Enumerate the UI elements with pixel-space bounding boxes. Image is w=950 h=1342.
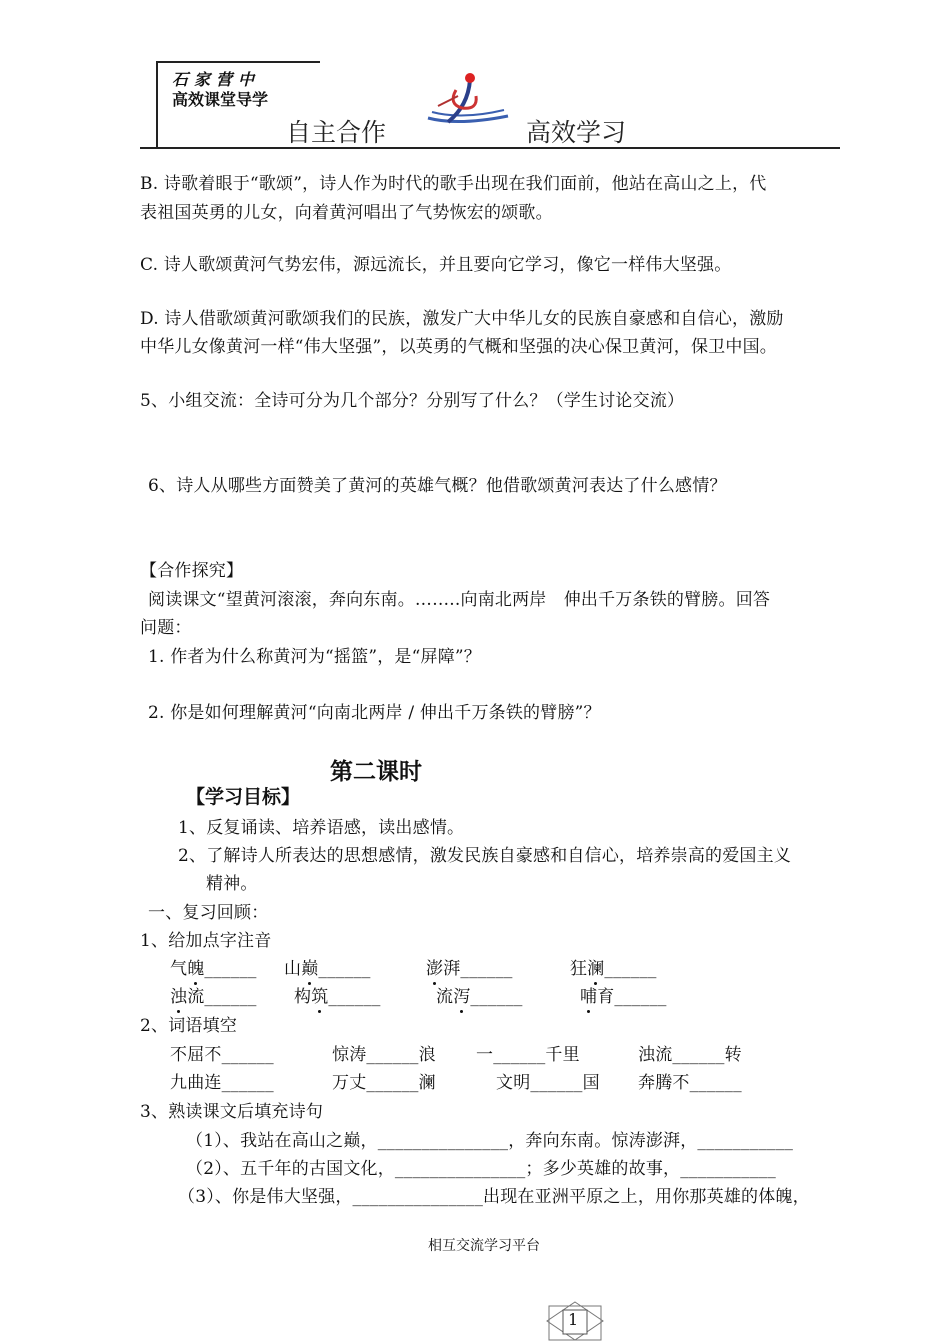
pinyin-char: 气 — [170, 959, 188, 979]
pinyin-dotted-char: 巅 — [301, 959, 319, 979]
pinyin-char: 狂 — [570, 959, 588, 979]
fill-item: 文明______国 — [496, 1073, 600, 1093]
pinyin-dotted-char: 澎 — [426, 959, 444, 979]
pinyin-item — [426, 954, 513, 979]
fill-item: 万丈______澜 — [332, 1073, 436, 1093]
pinyin-dotted-char: 浊 — [170, 987, 188, 1007]
poem-fill-3: （3）、你是伟大坚强，_______________出现在亚洲平原之上，用你那英雄的体魄， — [178, 1187, 810, 1207]
option-d-line1: D. 诗人借歌颂黄河歌颂我们的民族，激发广大中华儿女的民族自豪感和自信心，激励 — [140, 309, 784, 329]
cooperative-heading: 【合作探究】 — [140, 561, 244, 581]
pinyin-item — [580, 982, 667, 1007]
poem-fill-1: （1）、我站在高山之巅，_______________，奔向东南。惊涛澎湃，___________ — [186, 1131, 794, 1151]
pinyin-char: 流 — [436, 987, 454, 1007]
learning-goal-2-line2: 精神。 — [206, 874, 258, 894]
cooperative-intro-line2: 问题： — [140, 618, 192, 638]
option-b-line1: B. 诗歌着眼于“歌颂”，诗人作为时代的歌手出现在我们面前，他站在高山之上，代 — [140, 174, 767, 194]
pinyin-blank: ______ — [470, 987, 523, 1007]
fill-item: 九曲连______ — [170, 1073, 274, 1093]
option-b-line2: 表祖国英勇的儿女，向着黄河唱出了气势恢宏的颂歌。 — [140, 203, 553, 223]
pinyin-dotted-char: 泻 — [453, 987, 471, 1007]
cooperative-question-1: 1. 作者为什么称黄河为“摇篮”，是“屏障”？ — [148, 647, 481, 667]
pinyin-item — [170, 954, 257, 979]
poem-fill-2: （2）、五千年的古国文化，_______________；多少英雄的故事，___________ — [186, 1159, 776, 1179]
pinyin-blank: ______ — [318, 959, 371, 979]
header-slogan-right: 高效学习 — [526, 118, 627, 147]
pinyin-item — [436, 982, 523, 1007]
fill-item: 浊流______转 — [638, 1045, 742, 1065]
cooperative-intro-line1: 阅读课文“望黄河滚滚，奔向东南。……..向南北两岸 伸出千万条铁的臂膀。回答 — [148, 590, 771, 610]
header-subtitle: 高效课堂导学 — [172, 90, 269, 109]
pinyin-char: 山 — [284, 959, 302, 979]
pinyin-char: 育 — [597, 987, 615, 1007]
pinyin-dotted-char: 哺 — [580, 987, 598, 1007]
pinyin-item — [284, 954, 371, 979]
question-6: 6、诗人从哪些方面赞美了黄河的英雄气概？他借歌颂黄河表达了什么感情？ — [148, 476, 727, 496]
pinyin-item — [170, 982, 257, 1007]
page-number: 1 — [568, 1310, 579, 1329]
fill-item: 奔腾不______ — [638, 1073, 742, 1093]
pinyin-dotted-char: 澜 — [587, 959, 605, 979]
fill-item: 不屈不______ — [170, 1045, 274, 1065]
review-heading: 一、复习回顾： — [148, 903, 269, 923]
pinyin-blank: ______ — [204, 959, 257, 979]
footer-text: 相互交流学习平台 — [428, 1238, 540, 1254]
pinyin-blank: ______ — [614, 987, 667, 1007]
learning-goals-heading: 【学习目标】 — [186, 786, 301, 808]
pinyin-char: 湃 — [443, 959, 461, 979]
fill-item: 惊涛______浪 — [332, 1045, 436, 1065]
option-d-line2: 中华儿女像黄河一样“伟大坚强”，以英勇的气概和坚强的决心保卫黄河，保卫中国。 — [140, 337, 777, 357]
header-logo-icon — [418, 66, 516, 136]
option-c: C. 诗人歌颂黄河气势宏伟，源远流长，并且要向它学习，像它一样伟大坚强。 — [140, 255, 732, 275]
header-slogan-left: 自主合作 — [286, 118, 387, 147]
pinyin-item — [570, 954, 657, 979]
lesson2-title: 第二课时 — [330, 759, 422, 785]
pinyin-dotted-char: 筑 — [311, 987, 329, 1007]
pinyin-blank: ______ — [604, 959, 657, 979]
pinyin-heading: 1、给加点字注音 — [140, 931, 272, 951]
pinyin-blank: ______ — [204, 987, 257, 1007]
cooperative-question-2: 2. 你是如何理解黄河“向南北两岸 / 伸出千万条铁的臂膀”？ — [148, 703, 601, 723]
question-5: 5、小组交流：全诗可分为几个部分？分别写了什么？（学生讨论交流） — [140, 391, 685, 411]
fill-item: 一______千里 — [476, 1045, 580, 1065]
pinyin-dotted-char: 魄 — [187, 959, 205, 979]
pinyin-blank: ______ — [328, 987, 381, 1007]
pinyin-char: 流 — [187, 987, 205, 1007]
pinyin-char: 构 — [294, 987, 312, 1007]
fill-heading: 2、词语填空 — [140, 1016, 238, 1036]
pinyin-blank: ______ — [460, 959, 513, 979]
header-divider — [140, 147, 840, 149]
header-school-name: 石家营中 — [172, 70, 261, 89]
learning-goal-2-line1: 2、了解诗人所表达的思想感情，激发民族自豪感和自信心，培养崇高的爱国主义 — [178, 846, 792, 866]
learning-goal-1: 1、反复诵读、培养语感，读出感情。 — [178, 818, 465, 838]
poem-heading: 3、熟读课文后填充诗句 — [140, 1102, 324, 1122]
pinyin-item — [294, 982, 381, 1007]
